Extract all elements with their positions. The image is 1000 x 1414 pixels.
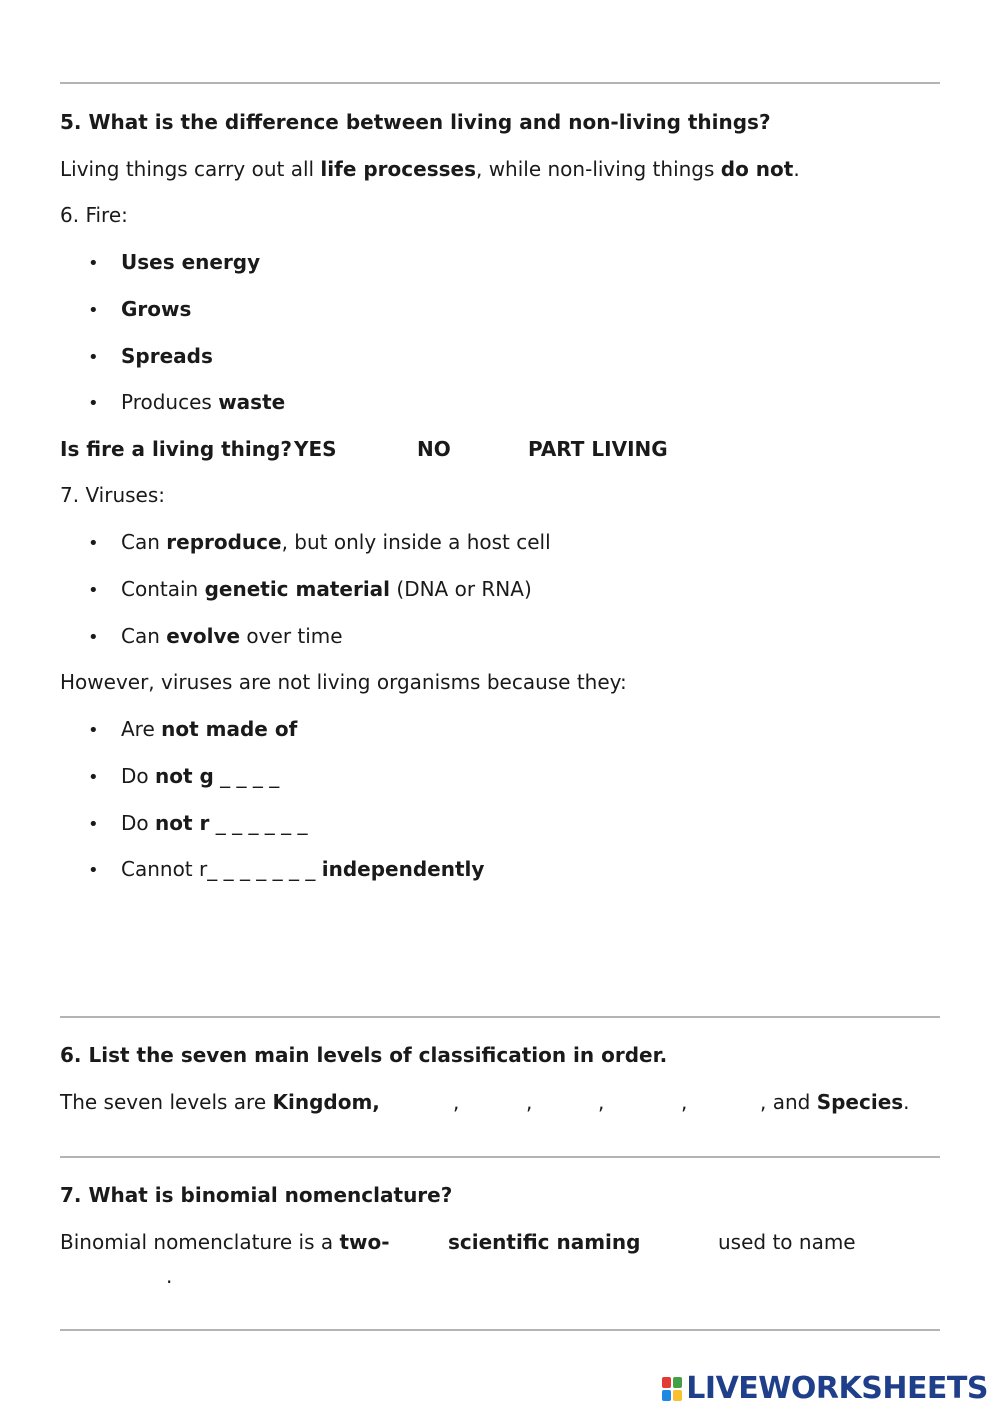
- fire-bullet-3: • Spreads: [88, 344, 213, 368]
- classification-blank-1[interactable]: ,: [453, 1090, 460, 1114]
- virus-not-bullet-4: • Cannot r_ _ _ _ _ _ _ independently: [88, 857, 485, 881]
- classification-end: , and Species.: [760, 1090, 910, 1114]
- divider-bottom: [60, 1329, 940, 1331]
- question-5: 5. What is the difference between living and non-living things?: [60, 110, 771, 134]
- virus-not-bullet-3: • Do not r _ _ _ _ _ _: [88, 811, 308, 835]
- answer-5: Living things carry out all life processes, while non-living things do not.: [60, 157, 800, 181]
- question-classification: 6. List the seven main levels of classification in order.: [60, 1043, 668, 1067]
- binomial-period: .: [166, 1264, 173, 1288]
- virus-bullet-1: • Can reproduce, but only inside a host cell: [88, 530, 551, 554]
- classification-blank-4[interactable]: ,: [681, 1090, 688, 1114]
- fire-option-no[interactable]: NO: [417, 437, 451, 461]
- classification-blank-2[interactable]: ,: [526, 1090, 533, 1114]
- fire-option-yes[interactable]: YES: [294, 437, 337, 461]
- fire-question: Is fire a living thing?: [60, 437, 292, 461]
- fire-heading: 6. Fire:: [60, 203, 128, 227]
- viruses-however: However, viruses are not living organisms because they:: [60, 670, 627, 694]
- viruses-heading: 7. Viruses:: [60, 483, 166, 507]
- question-binomial: 7. What is binomial nomenclature?: [60, 1183, 453, 1207]
- liveworksheets-logo: [662, 1371, 988, 1406]
- answer-binomial: Binomial nomenclature is a two-: [60, 1230, 390, 1254]
- logo-text: LIVEWORKSHEETS: [686, 1371, 988, 1406]
- divider-top: [60, 82, 940, 84]
- virus-not-bullet-1: • Are not made of: [88, 717, 298, 741]
- divider-lower: [60, 1156, 940, 1158]
- classification-blank-3[interactable]: ,: [598, 1090, 605, 1114]
- logo-mark-icon: [662, 1377, 682, 1401]
- virus-not-bullet-2: • Do not g _ _ _ _: [88, 764, 280, 788]
- fire-option-part-living[interactable]: PART LIVING: [528, 437, 668, 461]
- virus-bullet-2: • Contain genetic material (DNA or RNA): [88, 577, 532, 601]
- fire-bullet-4: • Produces waste: [88, 390, 286, 414]
- fire-bullet-2: • Grows: [88, 297, 192, 321]
- answer-classification: The seven levels are Kingdom,: [60, 1090, 380, 1114]
- binomial-bold-2: scientific naming: [448, 1230, 641, 1254]
- divider-middle: [60, 1016, 940, 1018]
- virus-bullet-3: • Can evolve over time: [88, 624, 343, 648]
- fire-bullet-1: • Uses energy: [88, 250, 261, 274]
- binomial-suffix: used to name: [718, 1230, 856, 1254]
